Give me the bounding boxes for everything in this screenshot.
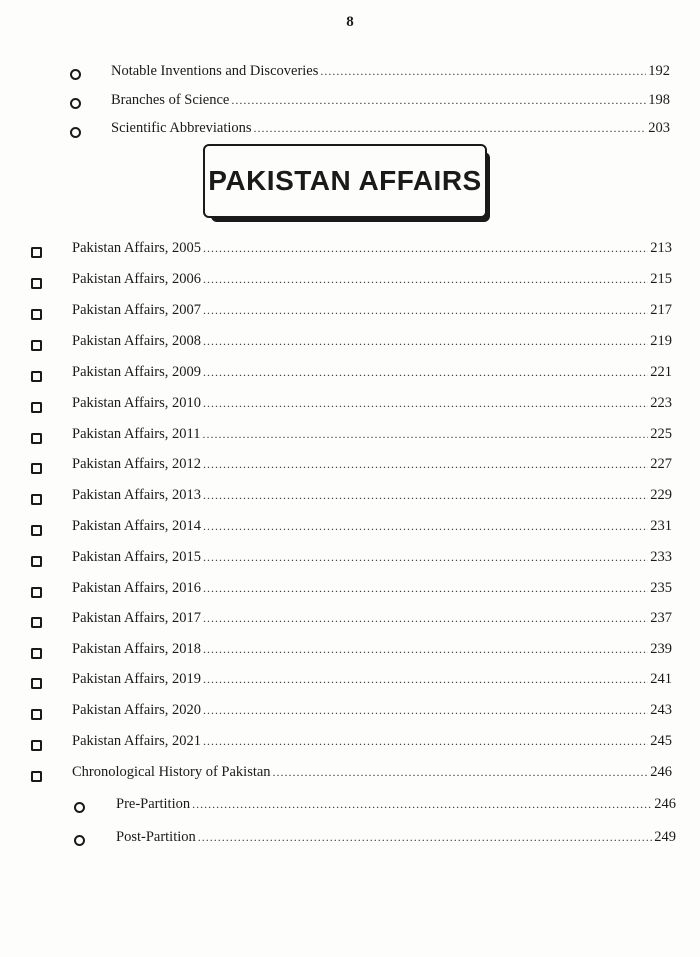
toc-entry[interactable] (72, 732, 672, 750)
toc-entry-title: Scientific Abbreviations (111, 120, 252, 136)
dot-leader (192, 795, 652, 813)
toc-entry-page: 229 (650, 487, 672, 503)
dot-leader (203, 363, 648, 381)
toc-entry-page: 246 (654, 796, 676, 812)
dot-leader (254, 119, 647, 137)
square-bullet-icon (31, 309, 42, 320)
square-bullet-icon (31, 494, 42, 505)
toc-entry[interactable] (72, 763, 672, 781)
toc-entry-page: 237 (650, 610, 672, 626)
toc-entry-title: Pakistan Affairs, 2020 (72, 702, 202, 718)
toc-entry[interactable] (72, 455, 672, 473)
toc-entry-title: Branches of Science (111, 92, 230, 108)
toc-entry-title: Pakistan Affairs, 2019 (72, 671, 202, 687)
square-bullet-icon (31, 648, 42, 659)
square-bullet-icon (31, 740, 42, 751)
dot-leader (203, 270, 648, 288)
toc-entry[interactable] (111, 119, 670, 137)
section-heading: PAKISTAN AFFAIRS (208, 165, 482, 196)
toc-entry[interactable] (72, 579, 672, 597)
toc-entry[interactable] (72, 670, 672, 688)
toc-entry-title: Pakistan Affairs, 2015 (72, 549, 202, 565)
dot-leader (203, 701, 648, 719)
toc-entry[interactable] (72, 332, 672, 350)
dot-leader (198, 828, 652, 846)
toc-entry-title: Pakistan Affairs, 2016 (72, 580, 202, 596)
square-bullet-icon (31, 525, 42, 536)
toc-entry[interactable] (116, 795, 676, 813)
toc-entry-title: Pakistan Affairs, 2021 (72, 733, 202, 749)
toc-entry-title: Pakistan Affairs, 2012 (72, 456, 202, 472)
dot-leader (273, 763, 649, 781)
dot-leader (202, 425, 648, 443)
toc-entry-page: 225 (650, 426, 672, 442)
dot-leader (203, 609, 648, 627)
circle-bullet-icon (70, 98, 81, 109)
dot-leader (203, 517, 648, 535)
toc-entry-page: 221 (650, 364, 672, 380)
square-bullet-icon (31, 771, 42, 782)
toc-entry[interactable] (72, 239, 672, 257)
dot-leader (203, 239, 648, 257)
toc-entry-title: Pakistan Affairs, 2018 (72, 641, 202, 657)
toc-entry-page: 223 (650, 395, 672, 411)
toc-entry-page: 203 (648, 120, 670, 136)
dot-leader (203, 579, 648, 597)
toc-entry-title: Pakistan Affairs, 2006 (72, 271, 202, 287)
toc-entry[interactable] (72, 363, 672, 381)
circle-bullet-icon (74, 802, 85, 813)
toc-entry-page: 227 (650, 456, 672, 472)
toc-entry-title: Pakistan Affairs, 2011 (72, 426, 201, 442)
toc-entry-title: Pakistan Affairs, 2007 (72, 302, 202, 318)
toc-entry-page: 241 (650, 671, 672, 687)
toc-entry-title: Pakistan Affairs, 2017 (72, 610, 202, 626)
toc-entry-title: Notable Inventions and Discoveries (111, 63, 319, 79)
square-bullet-icon (31, 433, 42, 444)
toc-entry-title: Pakistan Affairs, 2010 (72, 395, 202, 411)
toc-entry-page: 245 (650, 733, 672, 749)
toc-entry-page: 239 (650, 641, 672, 657)
toc-entry-page: 243 (650, 702, 672, 718)
toc-entry[interactable] (72, 517, 672, 535)
page-number: 8 (346, 14, 354, 30)
dot-leader (320, 62, 646, 80)
toc-entry-title: Pakistan Affairs, 2014 (72, 518, 202, 534)
square-bullet-icon (31, 678, 42, 689)
toc-entry[interactable] (72, 486, 672, 504)
square-bullet-icon (31, 371, 42, 382)
toc-entry-title: Pakistan Affairs, 2005 (72, 240, 202, 256)
dot-leader (203, 301, 648, 319)
dot-leader (203, 732, 648, 750)
toc-entry[interactable] (72, 425, 672, 443)
dot-leader (203, 670, 648, 688)
toc-entry[interactable] (72, 270, 672, 288)
dot-leader (203, 394, 648, 412)
square-bullet-icon (31, 402, 42, 413)
dot-leader (203, 548, 648, 566)
toc-entry-title: Post-Partition (116, 829, 196, 845)
section-banner (203, 144, 487, 218)
square-bullet-icon (31, 247, 42, 258)
toc-entry-page: 231 (650, 518, 672, 534)
toc-entry-title: Chronological History of Pakistan (72, 764, 271, 780)
banner-box (203, 144, 487, 218)
square-bullet-icon (31, 709, 42, 720)
square-bullet-icon (31, 463, 42, 474)
toc-entry-title: Pakistan Affairs, 2013 (72, 487, 202, 503)
toc-entry-page: 233 (650, 549, 672, 565)
toc-entry-title: Pakistan Affairs, 2009 (72, 364, 202, 380)
dot-leader (203, 332, 648, 350)
square-bullet-icon (31, 587, 42, 598)
square-bullet-icon (31, 556, 42, 567)
circle-bullet-icon (70, 69, 81, 80)
toc-entry-page: 217 (650, 302, 672, 318)
toc-entry-page: 235 (650, 580, 672, 596)
toc-entry-page: 198 (648, 92, 670, 108)
toc-entry[interactable] (72, 301, 672, 319)
toc-entry-page: 246 (650, 764, 672, 780)
toc-entry-title: Pakistan Affairs, 2008 (72, 333, 202, 349)
toc-entry-page: 219 (650, 333, 672, 349)
toc-entry-title: Pre-Partition (116, 796, 191, 812)
dot-leader (203, 455, 648, 473)
toc-entry-page: 249 (654, 829, 676, 845)
toc-entry[interactable] (111, 62, 670, 80)
toc-entry[interactable] (72, 548, 672, 566)
dot-leader (203, 486, 648, 504)
toc-entry-page: 215 (650, 271, 672, 287)
dot-leader (203, 640, 648, 658)
toc-entry[interactable] (72, 609, 672, 627)
toc-entry[interactable] (116, 828, 676, 846)
toc-entry-page: 192 (648, 63, 670, 79)
square-bullet-icon (31, 617, 42, 628)
circle-bullet-icon (70, 127, 81, 138)
toc-entry[interactable] (72, 640, 672, 658)
toc-entry[interactable] (72, 394, 672, 412)
toc-entry-page: 213 (650, 240, 672, 256)
square-bullet-icon (31, 278, 42, 289)
circle-bullet-icon (74, 835, 85, 846)
square-bullet-icon (31, 340, 42, 351)
dot-leader (231, 91, 646, 109)
toc-entry[interactable] (111, 91, 670, 109)
toc-entry[interactable] (72, 701, 672, 719)
